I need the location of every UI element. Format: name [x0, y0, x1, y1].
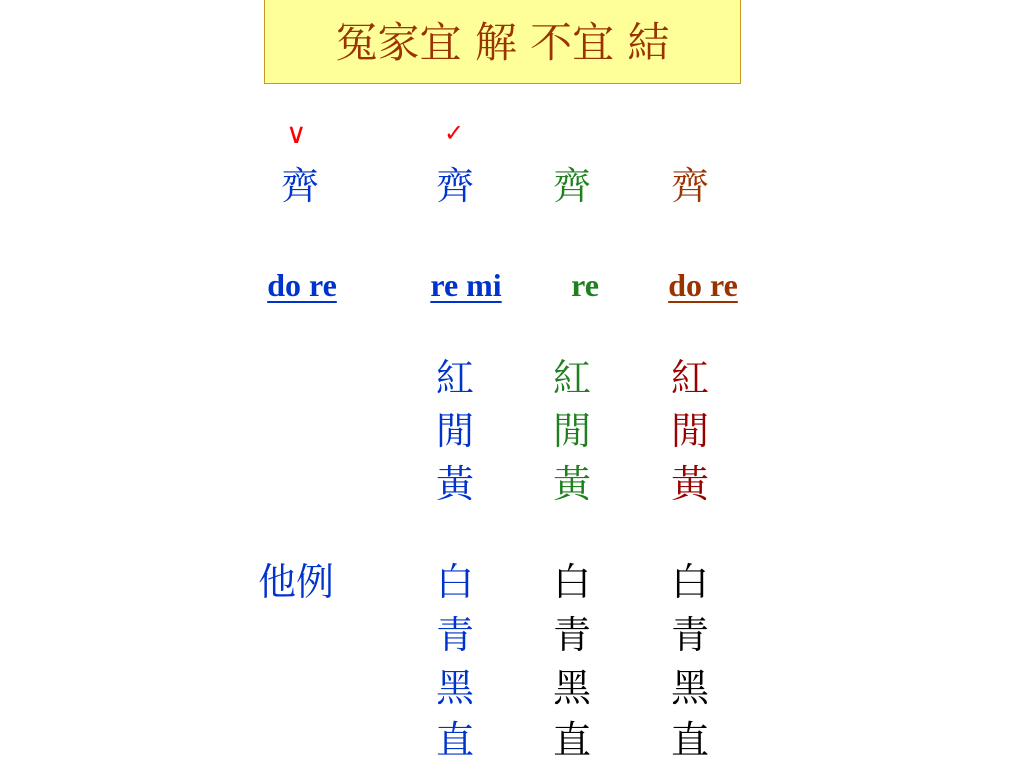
example-col2-0: 紅	[435, 356, 474, 400]
other-example-col3-0: 白	[552, 560, 591, 604]
char-col3: 齊	[552, 164, 591, 208]
other-example-col3-3: 直	[552, 718, 591, 762]
other-example-col2-3: 直	[435, 718, 474, 762]
other-example-col4-0: 白	[670, 560, 709, 604]
example-col4-2: 黃	[670, 462, 709, 506]
title-box	[264, 0, 741, 84]
other-example-col2-1: 青	[435, 613, 474, 657]
example-col4-1: 閒	[670, 409, 709, 453]
char-col1: 齊	[280, 164, 319, 208]
other-example-col4-2: 黑	[670, 666, 709, 710]
notes-col3: re	[571, 267, 599, 303]
other-example-col2-2: 黑	[435, 666, 474, 710]
other-example-col4-3: 直	[670, 718, 709, 762]
example-col3-0: 紅	[552, 356, 591, 400]
tone-mark-col1: ∨	[286, 117, 307, 150]
other-example-col4-1: 青	[670, 613, 709, 657]
example-col3-2: 黃	[552, 462, 591, 506]
example-col3-1: 閒	[552, 409, 591, 453]
title-text: 冤家宜 解 不宜 結	[335, 18, 670, 67]
other-examples-label: 他例	[258, 560, 335, 604]
other-example-col3-2: 黑	[552, 666, 591, 710]
char-col4: 齊	[670, 164, 709, 208]
notes-col4: do re	[668, 267, 738, 303]
example-col2-2: 黃	[435, 462, 474, 506]
example-col4-0: 紅	[670, 356, 709, 400]
notes-col2: re mi	[430, 267, 502, 303]
char-col2: 齊	[435, 164, 474, 208]
notes-col1: do re	[267, 267, 337, 303]
other-example-col2-0: 白	[435, 560, 474, 604]
other-example-col3-1: 青	[552, 613, 591, 657]
example-col2-1: 閒	[435, 409, 474, 453]
tone-mark-col2: ✓	[444, 119, 465, 147]
